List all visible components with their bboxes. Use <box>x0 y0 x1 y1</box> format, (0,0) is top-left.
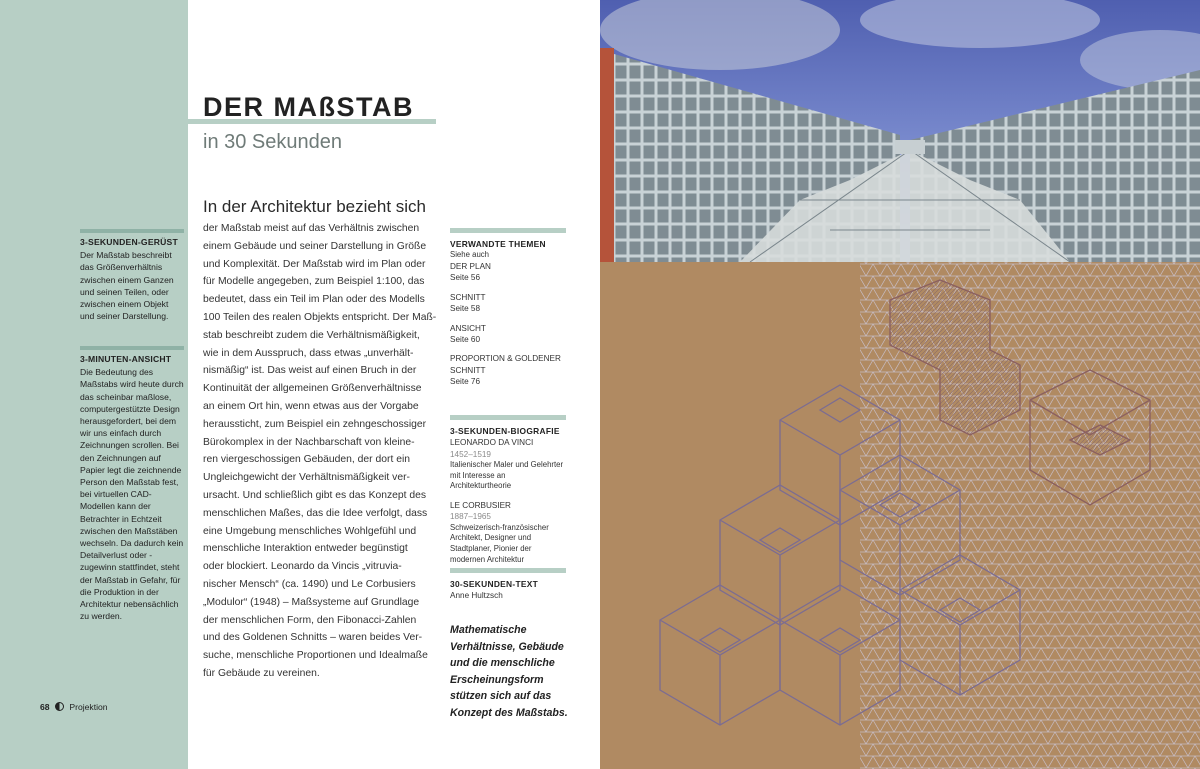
biographies <box>450 415 566 565</box>
topic-title: PROPORTION & GOLDENER SCHNITT <box>450 354 561 375</box>
related-topic[interactable] <box>450 353 566 387</box>
topic-page: Seite 76 <box>450 377 481 387</box>
summary-text: Der Maßstab beschreibt das Größenverhältnis zwischen einem Ganzen und seinen Teilen, oder zwischen einem Objekt und seiner Darstellung. <box>80 250 174 322</box>
intro-line: In der Architektur bezieht sich <box>203 197 427 216</box>
topic-page: Seite 58 <box>450 304 481 314</box>
related-topics-heading: VERWANDTE THEMEN <box>450 239 546 249</box>
three-second-summary <box>80 229 184 322</box>
brick-edge <box>600 48 614 262</box>
three-minute-text: Die Bedeutung des Maßstabs wird heute durch das scheinbar maßlose, computergestützte Design herausgefordert, bei dem wir uns einfach durch Zeichnungen scrollen. Bei den Zeichnungen auf Papier legt die zeichnende Person den Maßstab fest, bei virtuellen CAD-Modellen kann der Betrachter in Echtzeit zwischen den Maßstäben wechseln. Da dadurch kein Detailverlust oder -zugewinn stattfindet, steht der Maßstab in Gefahr, für die Produktion in der Architektur nebensächlich zu werden. <box>80 367 184 622</box>
topic-title: ANSICHT <box>450 323 486 333</box>
page-number: 68 <box>40 702 50 712</box>
topic-page: Seite 56 <box>450 273 481 283</box>
bio-years: 1887–1965 <box>450 512 491 522</box>
topic-page: Seite 60 <box>450 335 481 345</box>
section-rule <box>450 568 566 573</box>
see-also-label: Siehe auch <box>450 250 490 260</box>
related-topic[interactable] <box>450 292 566 315</box>
section-rule <box>450 415 566 420</box>
page-subtitle: in 30 Sekunden <box>203 131 343 153</box>
bio-name: LE CORBUSIER <box>450 501 511 510</box>
biography-heading: 3-SEKUNDEN-BIOGRAFIE <box>450 426 560 436</box>
topic-title: DER PLAN <box>450 262 491 271</box>
thirty-second-text <box>450 568 566 602</box>
thirty-second-heading: 30-SEKUNDEN-TEXT <box>450 579 539 589</box>
illustration-collage <box>600 0 1200 769</box>
dome-lantern <box>895 140 925 154</box>
bio-description: Italienischer Maler und Gelehrter mit Interesse an Architekturtheorie <box>450 460 564 491</box>
author-name: Anne Hultzsch <box>450 591 503 601</box>
page-title: DER MAßSTAB <box>203 92 414 122</box>
summary-heading: 3-SEKUNDEN-GERÜST <box>80 229 184 248</box>
half-circle-icon <box>55 702 64 711</box>
bio-years: 1452–1519 <box>450 449 491 459</box>
section-rule <box>450 228 566 233</box>
biography-entry <box>450 437 566 492</box>
biography-entry <box>450 500 566 565</box>
image-caption: Mathematische Verhältnisse, Gebäude und die menschliche Erscheinungsform stützen sich auf das Konzept des Maßstabs. <box>450 624 568 719</box>
section-name: Projektion <box>69 702 108 712</box>
three-minute-heading: 3-MINUTEN-ANSICHT <box>80 346 184 365</box>
title-block <box>203 90 436 124</box>
topic-title: SCHNITT <box>450 292 486 302</box>
bio-name: LEONARDO DA VINCI <box>450 438 534 448</box>
three-minute-view <box>80 346 184 622</box>
page-footer <box>40 702 108 712</box>
related-topic[interactable] <box>450 261 566 284</box>
bio-description: Schweizerisch-französischer Architekt, Designer und Stadtplaner, Pionier der modernen Architektur <box>450 522 549 564</box>
main-body-text: der Maßstab meist auf das Verhältnis zwischen einem Gebäude und seiner Darstellung in Größe und Komplexität. Der Maßstab wird im Plan oder für Modelle angegeben, zum Beispiel 1:100, das bedeutet, dass ein Teil im Plan oder des Modells 100 Teilen des realen Objekts entspricht. Der Maß- stab beschreibt zudem die Verhältnismäßigkeit, wie in dem Ausspruch, dass etwas „unverhält- nismäßig“ ist. Das weist auf einen Bruch in der Kontinuität der allgemeinen Größenverhältnisse an einem Ort hin, wenn etwas aus der Vorgabe heraussticht, zum Beispiel ein zehngeschossiger Bürokomplex in der Nachbarschaft von kleine- ren viergeschossigen Gebäuden, der dort ein Ungleichgewicht der Verhältnismäßigkeit ver- ursacht. Und schließlich gibt es das Konzept des menschlichen Maßes, das die Idee verfolgt, dass eine Umgebung menschliches Wohlgefühl und menschliche Interaktion entweder begünstigt oder blockiert. Leonardo da Vincis „vitruvia- nischer Mensch“ (ca. 1490) und Le Corbusiers „Modulor“ (1948) – Maßsysteme auf Grundlage der menschlichen Form, den Fibonacci-Zahlen und des Goldenen Schnitts – waren beides Ver- suche, menschliche Proportionen und Idealmaße für Gebäude zu vereinen. <box>203 223 437 679</box>
related-topic[interactable] <box>450 323 566 346</box>
related-topics <box>450 228 566 388</box>
